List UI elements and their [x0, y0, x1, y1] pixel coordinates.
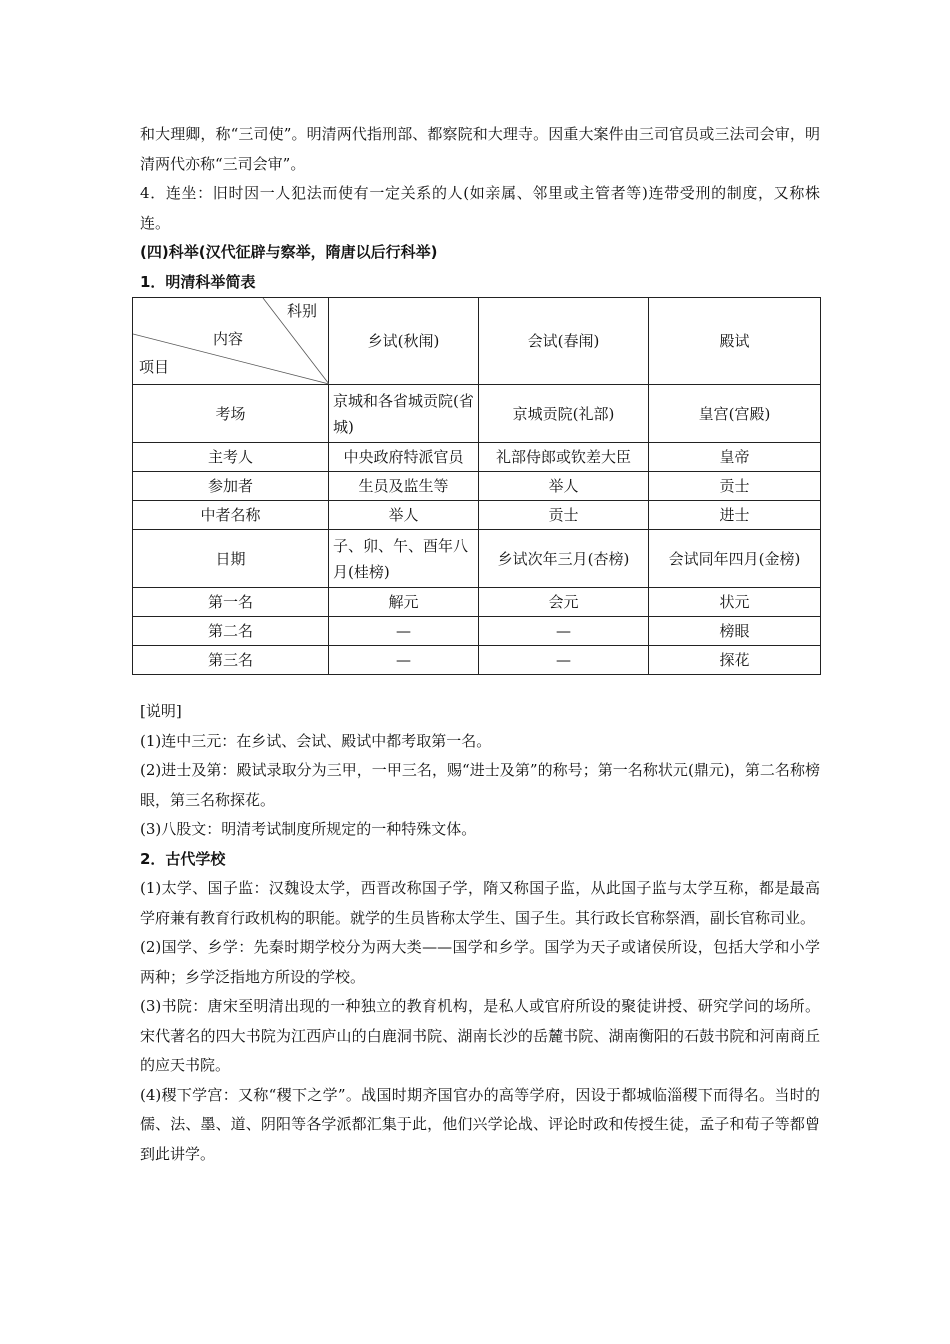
table-cell: 子、卯、午、酉年八月(桂榜) — [329, 530, 479, 588]
spacer — [140, 675, 820, 697]
table-cell: 京城和各省城贡院(省城) — [329, 385, 479, 443]
intro-paragraph-2: 4．连坐：旧时因一人犯法而使有一定关系的人(如亲属、邻里或主管者等)连带受刑的制度，又称株连。 — [140, 184, 820, 232]
table-cell: 榜眼 — [649, 617, 821, 646]
section-heading: (四)科举(汉代征辟与察举，隋唐以后行科举) — [140, 243, 438, 261]
table-row — [133, 530, 821, 588]
table-cell: 会试同年四月(金榜) — [649, 530, 821, 588]
table-cell: — — [479, 646, 649, 675]
table-row — [133, 588, 821, 617]
row-label: 主考人 — [133, 443, 329, 472]
table-row — [133, 501, 821, 530]
table-header-row — [133, 298, 821, 385]
row-label: 第二名 — [133, 617, 329, 646]
row-label: 参加者 — [133, 472, 329, 501]
note-item: (1)连中三元：在乡试、会试、殿试中都考取第一名。 — [140, 731, 492, 750]
document-content — [140, 120, 820, 1169]
school-paragraph: (2)国学、乡学：先秦时期学校分为两大类——国学和乡学。国学为天子或诸侯所设，包括大学和小学两种；乡学泛指地方所设的学校。 — [140, 938, 820, 986]
school-paragraph: (1)太学、国子监：汉魏设太学，西晋改称国子学，隋又称国子监，从此国子监与太学互称，都是最高学府兼有教育行政机构的职能。就学的生员皆称太学生、国子生。其行政长官称祭酒，副长官称司业。 — [140, 879, 820, 927]
column-header: 殿试 — [649, 298, 821, 385]
table-cell: 会元 — [479, 588, 649, 617]
table-cell: 进士 — [649, 501, 821, 530]
school-paragraph: (3)书院：唐宋至明清出现的一种独立的教育机构，是私人或官府所设的聚徒讲授、研究学问的场所。宋代著名的四大书院为江西庐山的白鹿洞书院、湖南长沙的岳麓书院、湖南衡阳的石鼓书院和河南商丘的应天书院。 — [140, 997, 820, 1074]
exam-table — [132, 297, 821, 675]
column-header: 乡试(秋闱) — [329, 298, 479, 385]
table-heading: 1．明清科举简表 — [140, 272, 256, 291]
table-cell: 礼部侍郎或钦差大臣 — [479, 443, 649, 472]
table-row — [133, 385, 821, 443]
table-row — [133, 617, 821, 646]
note-item: (2)进士及第：殿试录取分为三甲，一甲三名，赐“进士及第”的称号；第一名称状元(鼎元)，第二名称榜眼，第三名称探花。 — [140, 761, 820, 809]
table-cell: 皇帝 — [649, 443, 821, 472]
table-cell: — — [329, 617, 479, 646]
table-row — [133, 472, 821, 501]
table-row — [133, 646, 821, 675]
table-cell: 解元 — [329, 588, 479, 617]
table-cell: 中央政府特派官员 — [329, 443, 479, 472]
row-label: 考场 — [133, 385, 329, 443]
notes-heading: [说明] — [140, 702, 182, 720]
table-cell: 举人 — [329, 501, 479, 530]
table-cell: 探花 — [649, 646, 821, 675]
row-label: 第三名 — [133, 646, 329, 675]
table-cell: 贡士 — [649, 472, 821, 501]
row-label: 中者名称 — [133, 501, 329, 530]
row-label: 日期 — [133, 530, 329, 588]
corner-label-bottom: 项目 — [139, 358, 170, 376]
school-paragraph: (4)稷下学宫：又称“稷下之学”。战国时期齐国官办的高等学府，因设于都城临淄稷下而得名。当时的儒、法、墨、道、阴阳等各学派都汇集于此，他们兴学论战、评论时政和传授生徒，孟子和荀子等都曾到此讲学。 — [140, 1085, 820, 1163]
table-cell: 生员及监生等 — [329, 472, 479, 501]
table-cell: 举人 — [479, 472, 649, 501]
table-cell: — — [329, 646, 479, 675]
table-row — [133, 443, 821, 472]
schools-heading: 2．古代学校 — [140, 849, 226, 868]
table-cell: 乡试次年三月(杏榜) — [479, 530, 649, 588]
table-cell: 京城贡院(礼部) — [479, 385, 649, 443]
table-cell: 状元 — [649, 588, 821, 617]
intro-paragraph-1: 和大理卿，称“三司使”。明清两代指刑部、都察院和大理寺。因重大案件由三司官员或三法司会审，明清两代亦称“三司会审”。 — [140, 125, 820, 173]
column-header: 会试(春闱) — [479, 298, 649, 385]
table-cell: — — [479, 617, 649, 646]
corner-label-top: 科别 — [287, 302, 318, 320]
corner-label-middle: 内容 — [213, 330, 244, 348]
note-item: (3)八股文：明清考试制度所规定的一种特殊文体。 — [140, 820, 477, 838]
table-corner-cell — [133, 298, 329, 385]
table-cell: 皇宫(宫殿) — [649, 385, 821, 443]
table-cell: 贡士 — [479, 501, 649, 530]
row-label: 第一名 — [133, 588, 329, 617]
